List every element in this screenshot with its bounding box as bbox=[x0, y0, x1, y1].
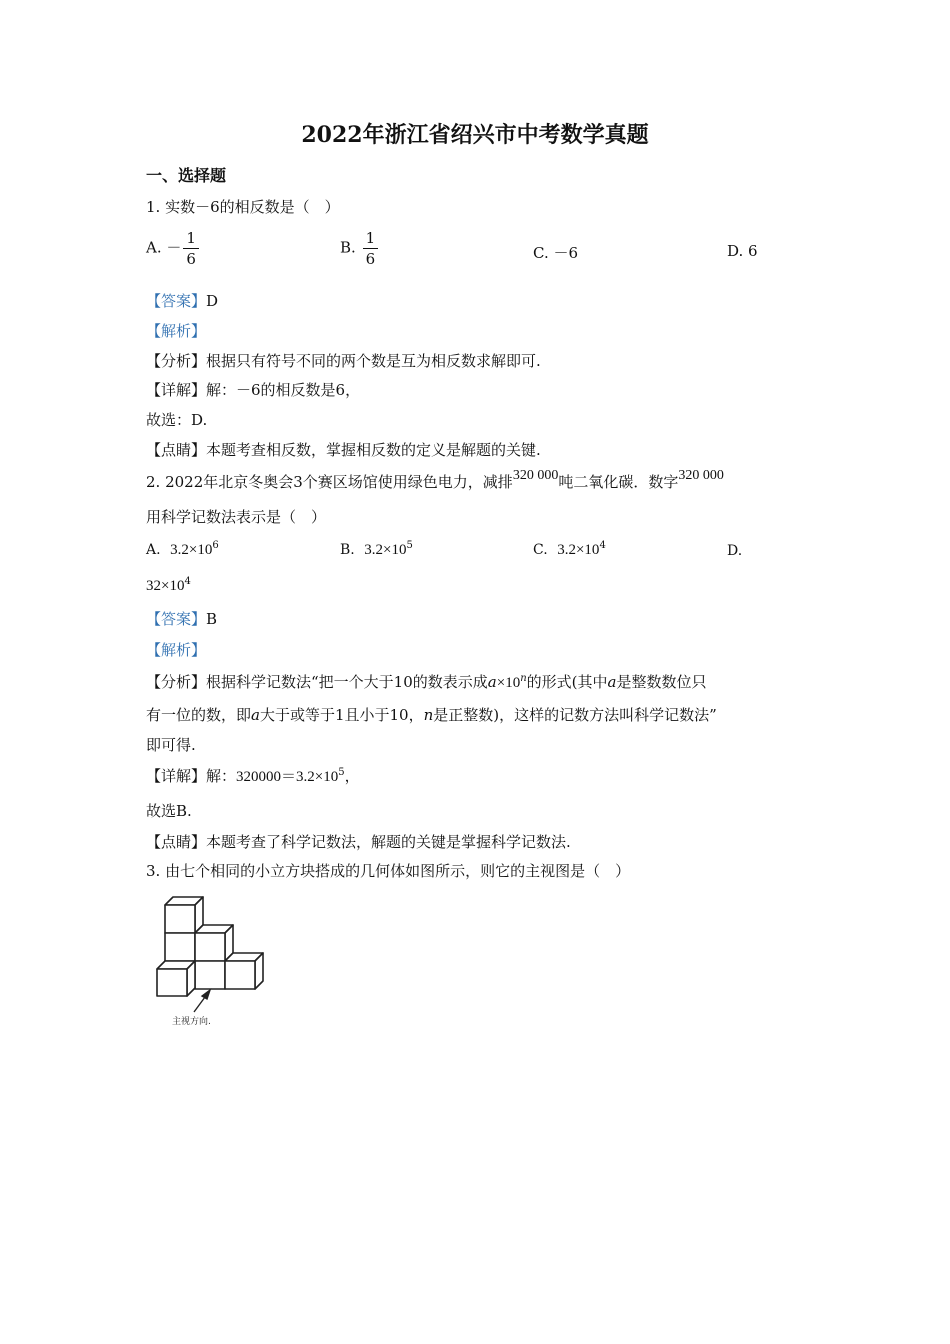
q2-option-c bbox=[533, 540, 606, 559]
option-value: 3.2×10 bbox=[170, 542, 213, 558]
dianjing-tag: 【点睛】 bbox=[146, 833, 207, 851]
q1-option-c: C. －6 bbox=[533, 244, 579, 262]
q2-option-d-label: D. bbox=[727, 543, 743, 559]
minus-sign: － bbox=[166, 238, 182, 257]
denominator: 6 bbox=[186, 250, 196, 268]
q2-jiexi-tag: 【解析】 bbox=[146, 641, 207, 659]
dianjing-text: 本题考查了科学记数法，解题的关键是掌握科学记数法. bbox=[206, 833, 571, 851]
fenxi-text: 是正整数)，这样的记数方法叫科学记数法” bbox=[433, 706, 717, 724]
answer-value: B bbox=[206, 610, 218, 628]
q2-answer bbox=[146, 608, 217, 629]
fenxi-text: 是整数数位只 bbox=[616, 673, 707, 691]
option-label: B. bbox=[340, 238, 356, 257]
q3-stem: 3. 由七个相同的小立方块搭成的几何体如图所示，则它的主视图是（ ） bbox=[146, 862, 631, 880]
xiangjie-tag: 【详解】 bbox=[146, 381, 207, 399]
option-value: 32×10 bbox=[146, 578, 185, 594]
fenxi-tag: 【分析】 bbox=[146, 352, 207, 370]
exponent: 4 bbox=[599, 540, 606, 551]
q2-option-a bbox=[146, 540, 219, 559]
fraction bbox=[363, 228, 379, 269]
answer-value: D bbox=[206, 292, 219, 310]
q1-dianjing bbox=[146, 439, 541, 460]
figure-label: 主视方向. bbox=[172, 1017, 211, 1027]
q1-jiexi-tag: 【解析】 bbox=[146, 322, 207, 340]
fraction bbox=[183, 228, 199, 269]
dianjing-text: 本题考查相反数，掌握相反数的定义是解题的关键. bbox=[206, 441, 541, 459]
xiangjie-text: 解：－6的相反数是6， bbox=[206, 381, 361, 399]
q1-answer bbox=[146, 290, 218, 311]
q2-stem-line2: 用科学记数法表示是（ ） bbox=[146, 508, 327, 526]
fenxi-text: 有一位的数，即 bbox=[146, 706, 252, 724]
xiangjie-tag: 【详解】 bbox=[146, 767, 207, 785]
q2-fenxi-line2 bbox=[146, 704, 717, 725]
exponent: 5 bbox=[406, 540, 413, 551]
var-n: n bbox=[423, 706, 434, 724]
numerator: 1 bbox=[363, 228, 379, 249]
var-a: a bbox=[251, 706, 260, 724]
denominator: 6 bbox=[365, 250, 376, 268]
q1-xiangjie bbox=[146, 379, 360, 400]
cube-figure bbox=[150, 890, 280, 1030]
q2-option-d-value bbox=[146, 576, 191, 595]
var-a: a bbox=[487, 673, 497, 691]
var-a: a bbox=[607, 673, 617, 691]
option-label: B. bbox=[340, 542, 355, 558]
option-label: C. bbox=[533, 542, 548, 558]
view-direction-arrow-icon bbox=[194, 990, 210, 1012]
number-320000: 320 000 bbox=[512, 468, 559, 483]
exponent: 6 bbox=[212, 540, 219, 551]
option-value: 3.2×10 bbox=[557, 542, 600, 558]
option-label: A. bbox=[146, 542, 161, 558]
fenxi-tag: 【分析】 bbox=[146, 673, 207, 691]
answer-tag: 【答案】 bbox=[146, 610, 207, 628]
equation: 320000＝3.2×10 bbox=[236, 769, 339, 785]
stem-text: 2. 2022年北京冬奥会3个赛区场馆使用绿色电力，减排 bbox=[146, 473, 513, 491]
q1-stem: 1. 实数－6的相反数是（ ） bbox=[146, 198, 340, 216]
fenxi-text: 大于或等于1且小于10， bbox=[259, 706, 424, 724]
q2-option-b bbox=[340, 540, 413, 559]
fenxi-text: 的形式(其中 bbox=[526, 673, 608, 691]
page-title: 2022年浙江省绍兴市中考数学真题 bbox=[301, 122, 649, 148]
option-value: 3.2×10 bbox=[364, 542, 407, 558]
xiangjie-text: ， bbox=[344, 767, 360, 785]
exponent: 4 bbox=[184, 576, 191, 587]
section-heading: 一、选择题 bbox=[146, 166, 227, 185]
exponent: 5 bbox=[338, 767, 345, 778]
q2-fenxi-line1 bbox=[146, 671, 706, 692]
q1-fenxi bbox=[146, 350, 541, 371]
q2-dianjing bbox=[146, 831, 571, 852]
dianjing-tag: 【点睛】 bbox=[146, 441, 207, 459]
q1-option-d: D. 6 bbox=[727, 242, 758, 260]
q2-fenxi-line3: 即可得. bbox=[146, 736, 196, 754]
option-label: A. bbox=[146, 238, 162, 257]
fenxi-text: 根据科学记数法“把一个大于10的数表示成 bbox=[206, 673, 488, 691]
q1-option-a bbox=[146, 228, 201, 269]
var-n: n bbox=[520, 673, 527, 684]
answer-tag: 【答案】 bbox=[146, 292, 207, 310]
q2-stem-line1 bbox=[146, 468, 724, 492]
stem-text: 吨二氧化碳．数字 bbox=[558, 473, 679, 491]
number-320000: 320 000 bbox=[678, 468, 724, 483]
xiangjie-text: 解： bbox=[206, 767, 237, 785]
q2-xiangjie bbox=[146, 765, 360, 786]
q1-guxuan: 故选：D. bbox=[146, 411, 208, 429]
numerator: 1 bbox=[183, 228, 199, 249]
times-ten: ×10 bbox=[496, 675, 521, 691]
q2-guxuan: 故选B. bbox=[146, 802, 192, 820]
fenxi-text: 根据只有符号不同的两个数是互为相反数求解即可. bbox=[206, 352, 541, 370]
q1-option-b bbox=[340, 228, 380, 269]
